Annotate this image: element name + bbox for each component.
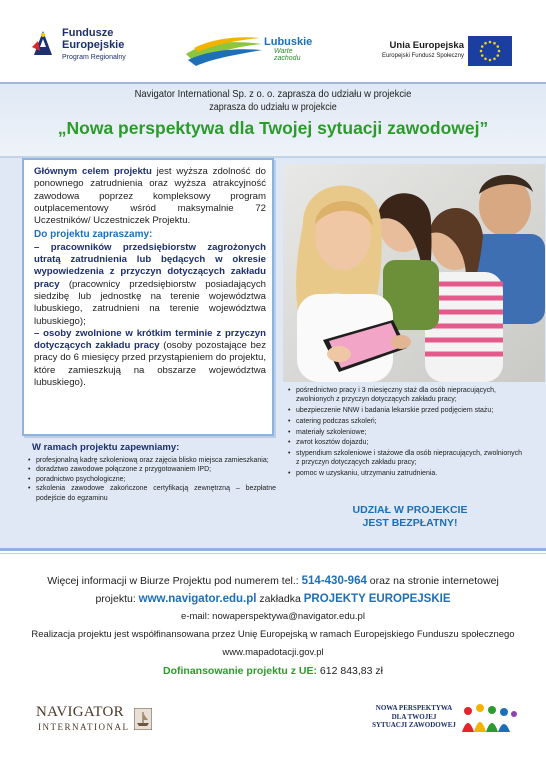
header-divider bbox=[0, 82, 546, 84]
intro-line-2: zaprasza do udziału w projekcie bbox=[209, 102, 337, 113]
benefit-item: • pomoc w uzyskaniu, utrzymaniu zatrudnienia. bbox=[287, 469, 525, 478]
benefits-list bbox=[287, 386, 525, 478]
goal-lead: Głównym celem projektu bbox=[34, 166, 152, 177]
students-illustration bbox=[283, 164, 545, 382]
benefit-item: • pośrednictwo pracy i 3 miesięczny staż dla osób niepracujących, zwolnionych z przyczyn dotyczących zakładu pracy; bbox=[287, 386, 525, 405]
intro-line-1: Navigator International Sp. z o. o. zaprasza do udziału w projekcie bbox=[134, 88, 412, 100]
np-line3: SYTUACJI ZAWODOWEJ bbox=[372, 721, 456, 729]
goal-text: jest wyższa zdolność do ponownego zatrudnienia oraz wyższa atrakcyjność zawodowa poprzez kompleksowy program outplacementowy wśród maksymalnie 72 Uczestników/ Uczestniczek Projektu. bbox=[34, 166, 266, 227]
funding-amount bbox=[0, 662, 546, 680]
group-2-text: (osoby pozostające bez pracy do 6 miesięcy przed przystąpieniem do projektu, które zamieszkują na obszarze województwa lubuskiego). bbox=[34, 340, 266, 389]
lub-line2: Warte zachodu bbox=[274, 48, 301, 62]
group-2 bbox=[34, 328, 266, 389]
free-line-1: UDZIAŁ W PROJEKCIE bbox=[352, 504, 468, 516]
fe-line2: Europejskie bbox=[62, 39, 125, 51]
benefit-item: • catering podczas szkoleń; bbox=[287, 417, 525, 426]
lubuskie-swoosh-icon bbox=[184, 32, 264, 66]
provides-section bbox=[26, 442, 276, 542]
project-goal-box bbox=[22, 158, 274, 436]
group-1-text: (pracownicy przedsiębiorstw posiadających siedzibę lub jednostkę na terenie województwa lubuskiego, zatrudnieni na terenie województwa lubuskiego); bbox=[34, 278, 266, 327]
benefit-item: • materiały szkoleniowe; bbox=[287, 428, 525, 437]
invite-heading: Do projektu zapraszamy: bbox=[34, 229, 153, 241]
email-link[interactable]: e-mail: nowaperspektywa@navigator.edu.pl bbox=[181, 611, 365, 622]
group-1-bold: – pracowników przedsiębiorstw zagrożonych utratą zatrudnienia lub będących w okresie wypowiedzenia z przyczyn dotyczących zakładu pracy bbox=[34, 241, 266, 290]
free-line-2: JEST BEZPŁATNY! bbox=[362, 517, 458, 529]
provides-list bbox=[26, 456, 276, 503]
group-1 bbox=[34, 242, 266, 328]
info-row-phone: Więcej informacji w Biurze Projektu pod numerem tel.: 514-430-964 oraz na stronie internetowej bbox=[47, 575, 499, 587]
fe-line3: Program Regionalny bbox=[62, 54, 126, 61]
provides-item: • profesjonalną kadrę szkoleniową oraz zajęcia blisko miejsca zamieszkania; bbox=[26, 456, 276, 465]
people-icon bbox=[458, 702, 518, 734]
navigator-subname: INTERNATIONAL bbox=[38, 722, 130, 732]
fundusze-europejskie-logo bbox=[30, 27, 170, 69]
projects-tab-link[interactable]: PROJEKTY EUROPEJSKIE bbox=[303, 593, 451, 605]
website-link[interactable]: www.navigator.edu.pl bbox=[138, 593, 257, 605]
mapadotacji-link[interactable]: www.mapadotacji.gov.pl bbox=[222, 647, 324, 658]
benefit-item: • ubezpieczenie NNW i badania lekarskie przed podjęciem stażu; bbox=[287, 406, 525, 415]
lubuskie-logo bbox=[184, 30, 320, 70]
funding-label: Dofinansowanie projektu z UE: bbox=[163, 665, 318, 677]
cofinance-note: Realizacja projektu jest współfinansowana przez Unię Europejską w ramach Europejskiego Funduszu społecznego bbox=[31, 629, 515, 640]
goal-paragraph bbox=[34, 166, 266, 227]
section-divider-thin bbox=[0, 553, 546, 554]
eu-flag-icon bbox=[468, 36, 512, 66]
logo-bar bbox=[0, 0, 546, 82]
np-line2: DLA TWOJEJ bbox=[391, 712, 437, 721]
navigator-name: NAVIGATOR bbox=[36, 704, 124, 720]
lub-line1: Lubuskie bbox=[264, 36, 313, 48]
ship-icon bbox=[134, 708, 152, 730]
benefit-item: • stypendium szkoleniowe i stażowe dla osób niepracujących, zwolnionych z przyczyn dotyczących zakładu pracy; bbox=[287, 449, 525, 468]
fe-line1: Fundusze bbox=[62, 27, 114, 39]
free-participation-note bbox=[300, 504, 520, 530]
benefits-section bbox=[287, 386, 525, 480]
fe-star-icon bbox=[30, 29, 56, 59]
provides-heading: W ramach projektu zapewniamy: bbox=[32, 442, 180, 453]
project-title: „Nowa perspektywa dla Twojej sytuacji zawodowej” bbox=[57, 118, 489, 138]
contact-info bbox=[0, 572, 546, 680]
info-row-website: projektu: www.navigator.edu.pl zakładka PROJEKTY EUROPEJSKIE bbox=[95, 593, 451, 605]
benefit-item: • zwrot kosztów dojazdu; bbox=[287, 438, 525, 447]
nowa-perspektywa-logo bbox=[372, 702, 522, 738]
section-divider bbox=[0, 548, 546, 551]
group-2-bold: – osoby zwolnione w krótkim terminie z przyczyn dotyczących zakładu pracy bbox=[34, 327, 266, 352]
phone-number[interactable]: 514-430-964 bbox=[301, 575, 367, 587]
unia-europejska-logo bbox=[372, 36, 522, 70]
provides-item: • poradnictwo psychologiczne; bbox=[26, 475, 276, 484]
ue-line2: Europejski Fundusz Społeczny bbox=[381, 53, 464, 59]
navigator-logo bbox=[36, 702, 156, 742]
students-photo bbox=[283, 164, 545, 382]
ue-line1: Unia Europejska bbox=[389, 40, 464, 51]
provides-item: • szkolenia zawodowe zakończone certyfikacją zewnętrzną – bezpłatne podejście do egzaminu bbox=[26, 484, 276, 503]
funding-value: 612 843,83 zł bbox=[317, 665, 383, 677]
provides-item: • doradztwo zawodowe połączone z przygotowaniem IPD; bbox=[26, 465, 276, 474]
np-line1: NOWA PERSPEKTYWA bbox=[375, 704, 453, 712]
